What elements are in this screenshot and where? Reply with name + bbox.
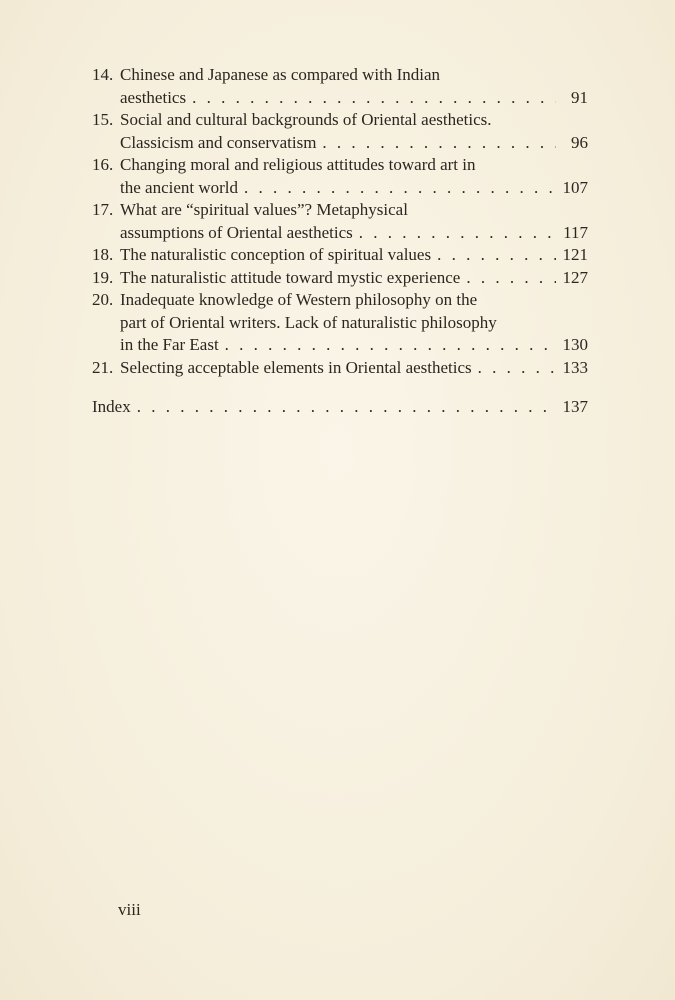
toc-page-number: 96 [571,132,588,152]
leader-dots [219,334,556,357]
toc-entry-14[interactable] [92,64,588,109]
toc-page-number: 107 [562,177,588,197]
toc-page-number: 133 [562,357,588,377]
toc-page-number: 91 [571,87,588,107]
toc-entry-number: 18. [92,245,114,264]
toc-page-number: 137 [562,397,588,416]
toc-entry-number: 20. [92,290,114,309]
toc-entry-17[interactable] [92,199,588,244]
leader-dots [353,222,556,245]
toc-page-number: 130 [562,335,588,354]
toc-entry-text: Chinese and Japanese as compared with Indian [120,65,441,84]
toc-entry-number: 17. [92,200,114,219]
toc-entry-number: 15. [92,110,114,129]
page-folio: viii [118,900,141,919]
toc-entry-text: aesthetics [120,87,187,107]
toc-entry-16[interactable] [92,154,588,199]
leader-dots [131,396,556,419]
toc-entry-text: Classicism and conservatism [120,132,317,152]
leader-dots [186,87,556,110]
toc-entry-number: 16. [92,155,114,174]
toc-entry-number: 19. [92,267,114,287]
leader-dots [460,267,556,290]
index-label: Index [92,397,131,416]
toc-entry-text: What are “spiritual values”? Metaphysical [120,200,408,219]
toc-entry-19[interactable] [92,267,588,290]
toc-entry-text: Social and cultural backgrounds of Oriental aesthetics. [120,110,492,129]
toc-entry-index[interactable] [92,396,588,419]
toc-entry-number: 21. [92,357,114,377]
toc-entry-text: in the Far East [120,335,219,354]
toc-entry-text: The naturalistic conception of spiritual values [120,245,432,264]
toc-entry-20[interactable] [92,289,588,357]
toc-entry-text: Selecting acceptable elements in Oriental aesthetics [120,357,472,377]
toc-page-number: 117 [563,222,588,242]
leader-dots [472,357,556,380]
toc-page-number: 127 [562,267,588,287]
toc-entry-18[interactable] [92,244,588,267]
toc-entry-text: part of Oriental writers. Lack of naturalistic philosophy [120,312,497,332]
leader-dots [316,132,556,155]
toc-page-number: 121 [562,245,588,264]
toc-entry-text: assumptions of Oriental aesthetics [120,222,353,242]
toc-entry-text: The naturalistic attitude toward mystic experience [120,267,461,287]
leader-dots [431,244,556,267]
table-of-contents [92,64,588,419]
toc-entry-15[interactable] [92,109,588,154]
leader-dots [238,177,556,200]
toc-entry-text: Changing moral and religious attitudes toward art in [120,155,476,174]
toc-entry-text: Inadequate knowledge of Western philosophy on the [120,290,478,309]
toc-entry-text: the ancient world [120,177,239,197]
toc-entry-number: 14. [92,65,114,84]
toc-entry-21[interactable] [92,357,588,380]
